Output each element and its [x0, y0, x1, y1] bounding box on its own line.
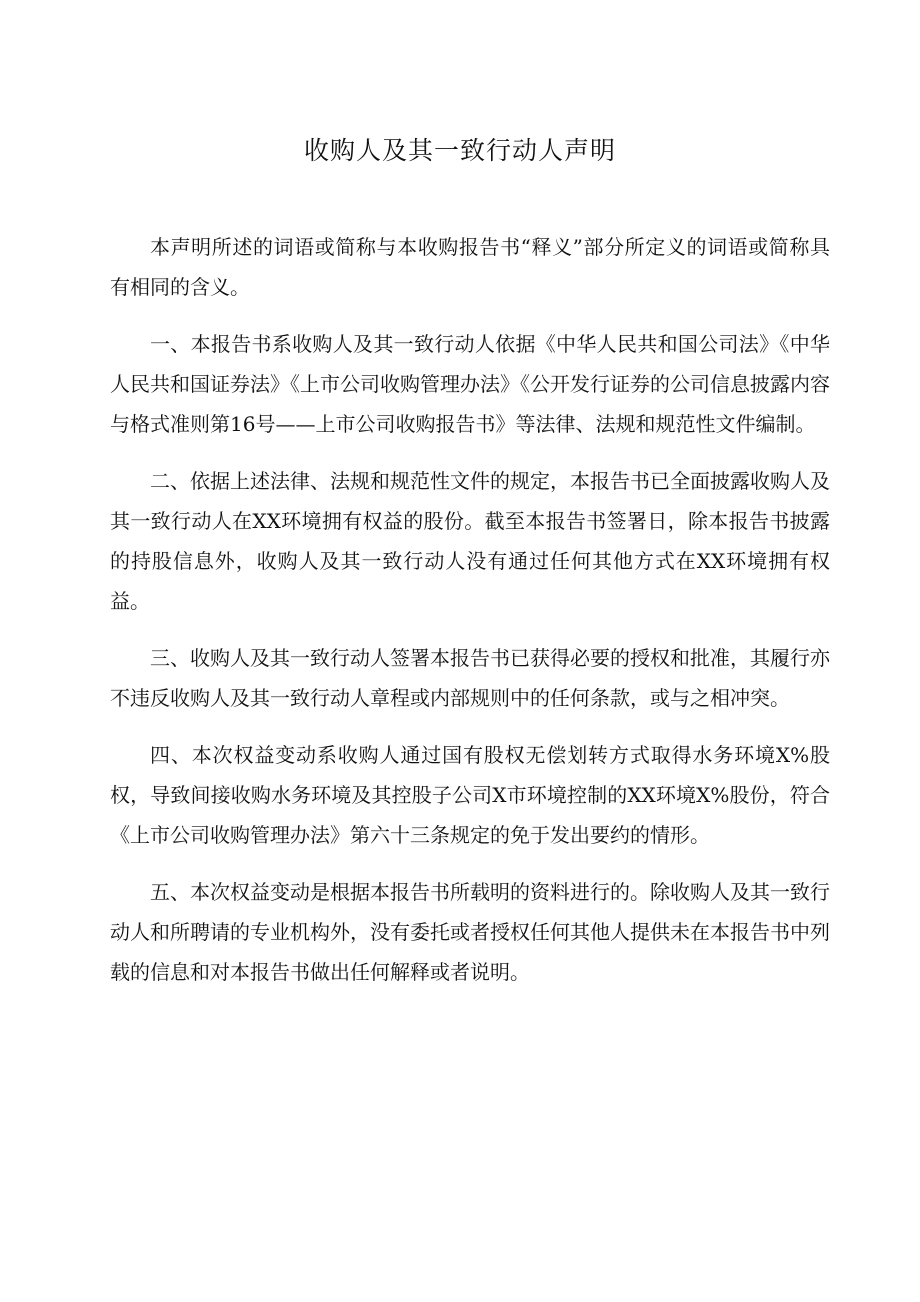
paragraph-intro: 本声明所述的词语或简称与本收购报告书“释义”部分所定义的词语或简称具有相同的含义。	[110, 235, 830, 299]
paragraph-3: 三、收购人及其一致行动人签署本报告书已获得必要的授权和批准，其履行亦不违反收购人及其一致行动人章程或内部规则中的任何条款，或与之相冲突。	[110, 646, 830, 710]
paragraph-4: 四、本次权益变动系收购人通过国有股权无偿划转方式取得水务环境X%股权，导致间接收购水务环境及其控股子公司X市环境控制的XX环境X%股份，符合《上市公司收购管理办法》第六十三条规定的免于发出要约的情形。	[110, 743, 830, 847]
declaration-body	[110, 227, 830, 1009]
paragraph-2: 二、依据上述法律、法规和规范性文件的规定，本报告书已全面披露收购人及其一致行动人在XX环境拥有权益的股份。截至本报告书签署日，除本报告书披露的持股信息外，收购人及其一致行动人没有通过任何其他方式在XX环境拥有权益。	[110, 469, 830, 613]
paragraph-1: 一、本报告书系收购人及其一致行动人依据《中华人民共和国公司法》《中华人民共和国证券法》《上市公司收购管理办法》《公开发行证券的公司信息披露内容与格式准则第16号——上市公司收购报告书》等法律、法规和规范性文件编制。	[110, 332, 830, 436]
paragraph-5: 五、本次权益变动是根据本报告书所载明的资料进行的。除收购人及其一致行动人和所聘请的专业机构外，没有委托或者授权任何其他人提供未在本报告书中列载的信息和对本报告书做出任何解释或者说明。	[110, 880, 830, 984]
page-title: 收购人及其一致行动人声明	[303, 136, 616, 165]
